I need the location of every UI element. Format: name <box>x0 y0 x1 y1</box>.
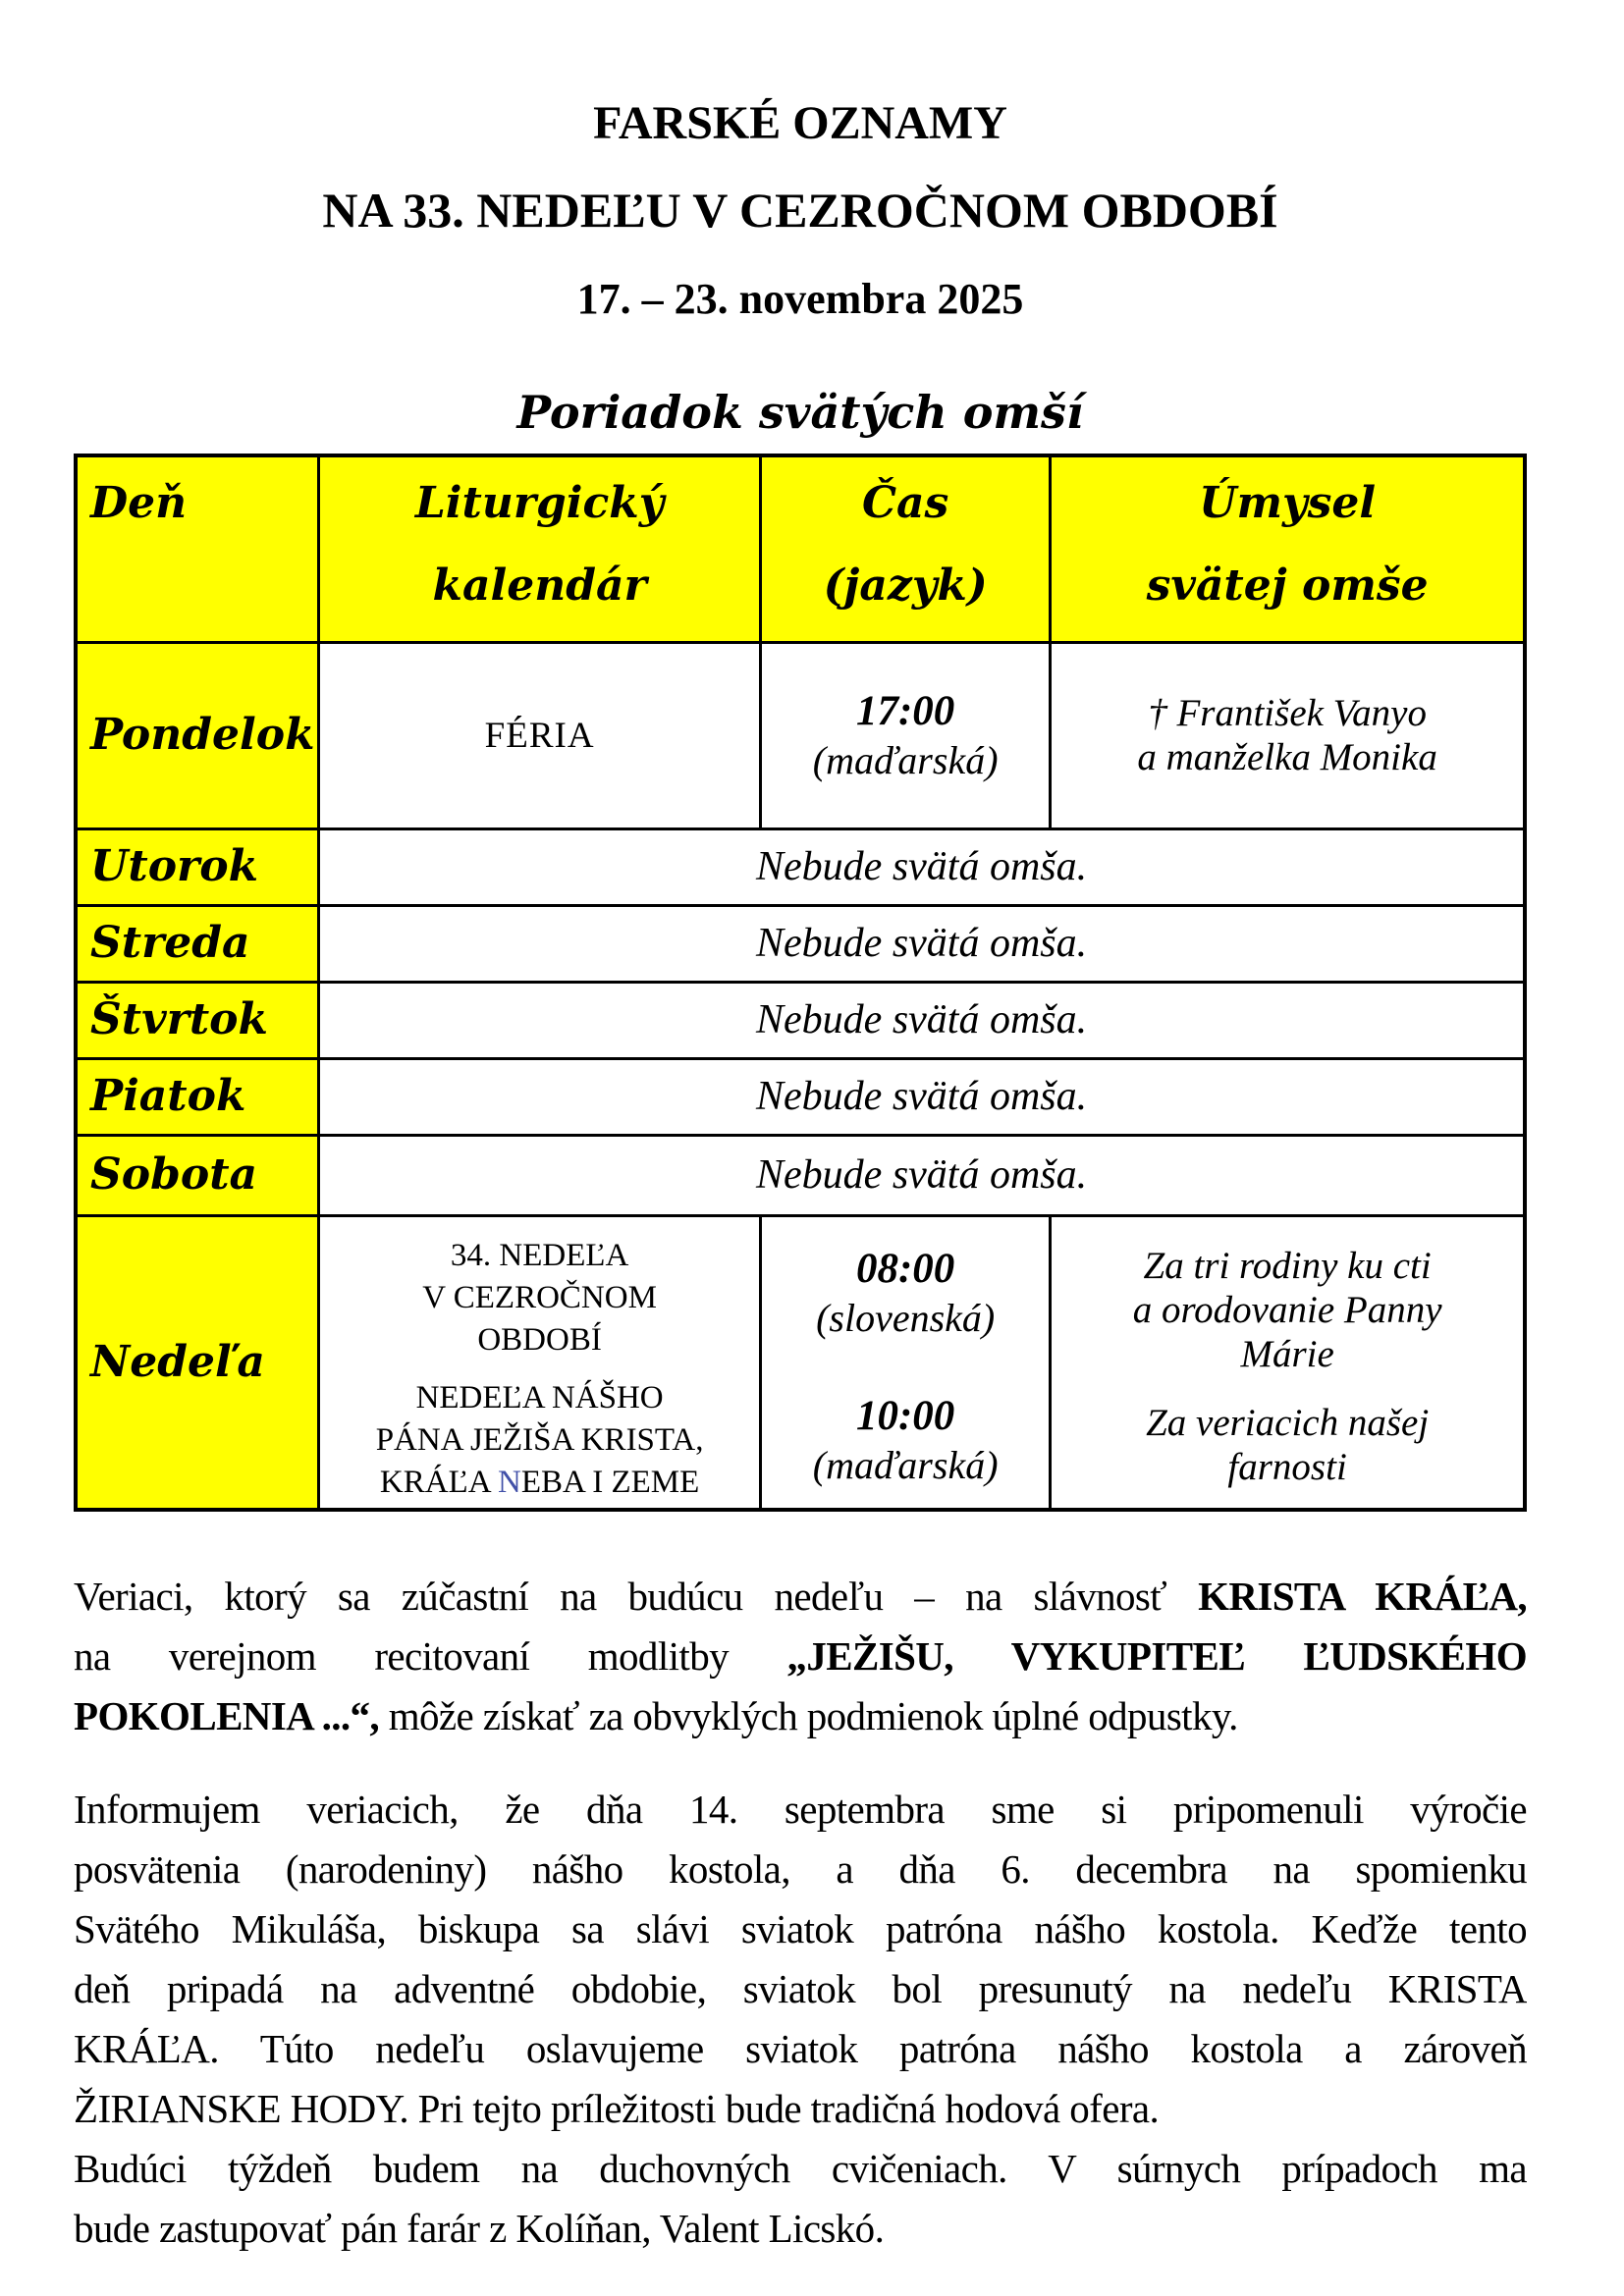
wednesday-day-label: Streda <box>90 918 250 968</box>
church-feast-line6: ŽIRIANSKE HODY. Pri tejto príležitosti bude tradičná hodová ofera. <box>74 2086 1160 2131</box>
wednesday-day-cell <box>76 905 319 982</box>
header-time-line2: (jazyk) <box>823 561 988 611</box>
row-thursday <box>76 982 1525 1058</box>
sunday-mass2-intention <box>1052 1401 1523 1489</box>
friday-note: Nebude svätá omša. <box>319 1058 1525 1135</box>
row-sunday <box>76 1215 1525 1510</box>
sunday-cal-line6-blue-letter: N <box>497 1464 521 1500</box>
paragraph-substitute <box>74 2139 1527 2259</box>
row-monday <box>76 642 1525 828</box>
sunday-mass2-time-group <box>762 1391 1049 1489</box>
sunday-mass1-intention <box>1052 1244 1523 1376</box>
sunday-cal-line6-prefix: KRÁĽA <box>379 1464 498 1500</box>
sunday-mass1-intention-line1: Za tri rodiny ku cti <box>1143 1244 1432 1287</box>
sunday-intentions <box>1052 1218 1523 1507</box>
sunday-mass1-intention-line3: Márie <box>1240 1332 1334 1375</box>
monday-day-cell <box>76 642 319 828</box>
header-day-label: Deň <box>90 478 188 528</box>
church-feast-line1: Informujem veriacich, že dňa 14. septembra sme si pripomenuli výročie <box>74 1787 1527 1832</box>
sunday-cal-line6 <box>320 1462 759 1504</box>
saturday-day-label: Sobota <box>90 1149 258 1200</box>
sunday-cal-line6-suffix: EBA I ZEME <box>520 1464 700 1500</box>
indulgence-line2 <box>74 1627 1527 1686</box>
indulgence-line2-regular: na verejnom recitovaní modlitby <box>74 1633 787 1679</box>
church-feast-line2: posvätenia (narodeniny) nášho kostola, a dňa 6. decembra na spomienku <box>74 1846 1527 1892</box>
friday-day-cell <box>76 1058 319 1135</box>
sunday-day-cell <box>76 1215 319 1510</box>
sunday-cal-line4: NEDEĽA NÁŠHO <box>415 1379 664 1415</box>
church-feast-line3: Svätého Mikuláša, biskupa sa slávi sviatok patróna nášho kostola. Keďže tento <box>74 1906 1527 1951</box>
church-feast-line5: KRÁĽA. Túto nedeľu oslavujeme sviatok patróna nášho kostola a zároveň <box>74 2026 1527 2071</box>
substitute-line2: bude zastupovať pán farár z Kolíňan, Valent Licskó. <box>74 2206 885 2251</box>
table-header-row <box>76 455 1525 642</box>
mass-schedule-table <box>74 454 1527 1512</box>
sunday-mass2-language: (maďarská) <box>812 1442 999 1487</box>
sunday-calendar-cell <box>319 1215 761 1510</box>
sunday-calendar-feast2 <box>320 1377 759 1504</box>
header-time-line1: Čas <box>861 478 949 528</box>
sunday-mass2-intention-line1: Za veriacich našej <box>1146 1401 1430 1444</box>
sunday-cal-line2: V CEZROČNOM <box>422 1279 657 1315</box>
row-saturday <box>76 1135 1525 1215</box>
header-calendar-line2: kalendár <box>432 561 647 611</box>
saturday-note: Nebude svätá omša. <box>319 1135 1525 1215</box>
header-day-cell <box>76 455 319 642</box>
indulgence-line1-regular: Veriaci, ktorý sa zúčastní na budúcu nedeľu – na slávnosť <box>74 1574 1199 1619</box>
sunday-intentions-cell <box>1051 1215 1525 1510</box>
monday-calendar-cell: FÉRIA <box>319 642 761 828</box>
sunday-cal-line5: PÁNA JEŽIŠA KRISTA, <box>375 1421 704 1458</box>
indulgence-line3-bold: POKOLENIA ...“, <box>74 1693 380 1738</box>
tuesday-day-label: Utorok <box>90 841 259 891</box>
thursday-day-label: Štvrtok <box>90 994 269 1044</box>
monday-mass-language: (maďarská) <box>812 738 999 782</box>
indulgence-line1-bold: KRISTA KRÁĽA, <box>1198 1574 1527 1619</box>
sunday-mass1-time: 08:00 <box>855 1245 955 1292</box>
date-range: 17. – 23. novembra 2025 <box>576 275 1024 323</box>
sunday-times <box>762 1218 1049 1507</box>
page-title: FARSKÉ OZNAMY <box>593 97 1007 149</box>
header-time-cell <box>761 455 1051 642</box>
header-intention-cell <box>1051 455 1525 642</box>
sunday-calendar <box>320 1221 759 1504</box>
indulgence-line3-regular: môže získať za obvyklých podmienok úplné odpustky. <box>379 1693 1238 1738</box>
indulgence-line2-bold: „JEŽIŠU, VYKUPITEĽ ĽUDSKÉHO <box>786 1633 1527 1679</box>
row-wednesday <box>76 905 1525 982</box>
indulgence-line3 <box>74 1686 1527 1746</box>
header-calendar-line1: Liturgický <box>414 478 665 528</box>
mass-schedule-title: Poriadok svätých omší <box>516 386 1084 439</box>
sunday-times-cell <box>761 1215 1051 1510</box>
paragraph-church-feast <box>74 1780 1527 2139</box>
monday-intention-line2: a manželka Monika <box>1137 736 1437 778</box>
header-intention-line2: svätej omše <box>1146 561 1429 611</box>
row-tuesday <box>76 828 1525 905</box>
monday-intention-line1: † František Vanyo <box>1148 692 1427 734</box>
sunday-mass1-time-group <box>762 1244 1049 1342</box>
indulgence-line1 <box>74 1567 1527 1627</box>
header-calendar-cell <box>319 455 761 642</box>
header-intention-line1: Úmysel <box>1199 478 1377 528</box>
tuesday-note: Nebude svätá omša. <box>319 828 1525 905</box>
page-subtitle: NA 33. NEDEĽU V CEZROČNOM OBDOBÍ <box>322 183 1278 238</box>
saturday-day-cell <box>76 1135 319 1215</box>
thursday-note: Nebude svätá omša. <box>319 982 1525 1058</box>
monday-mass-time: 17:00 <box>855 688 955 734</box>
church-feast-line4: deň pripadá na adventné obdobie, sviatok bol presunutý na nedeľu KRISTA <box>74 1966 1527 2011</box>
sunday-mass2-time: 10:00 <box>855 1392 955 1439</box>
monday-day-label: Pondelok <box>90 710 315 760</box>
thursday-day-cell <box>76 982 319 1058</box>
tuesday-day-cell <box>76 828 319 905</box>
monday-time-cell <box>761 642 1051 828</box>
sunday-mass2-intention-line2: farnosti <box>1227 1445 1347 1488</box>
sunday-cal-line3: OBDOBÍ <box>477 1321 602 1358</box>
monday-intention-cell <box>1051 642 1525 828</box>
wednesday-note: Nebude svätá omša. <box>319 905 1525 982</box>
sunday-day-label: Nedeľa <box>90 1336 265 1387</box>
sunday-mass1-intention-line2: a orodovanie Panny <box>1132 1288 1442 1331</box>
sunday-mass1-language: (slovenská) <box>816 1295 996 1340</box>
row-friday <box>76 1058 1525 1135</box>
paragraph-indulgence <box>74 1567 1527 1746</box>
sunday-cal-line1: 34. NEDEĽA <box>450 1237 629 1273</box>
friday-day-label: Piatok <box>90 1071 246 1121</box>
sunday-calendar-feast1 <box>320 1235 759 1362</box>
substitute-line1: Budúci týždeň budem na duchovných cvičeniach. V súrnych prípadoch ma <box>74 2146 1527 2191</box>
